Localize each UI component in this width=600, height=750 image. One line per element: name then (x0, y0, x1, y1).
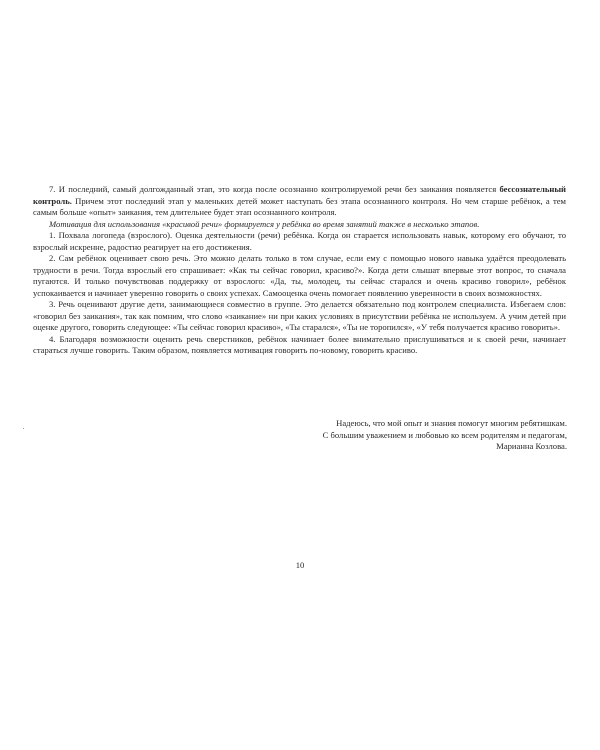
closing-line-1: Надеюсь, что мой опыт и знания помогут многим ребятишкам. (336, 418, 567, 428)
page-number: 10 (295, 560, 305, 570)
motivation-heading: Мотивация для использования «красивой речи» формируется у ребёнка во время занятий также в несколько этапов. (49, 218, 480, 229)
list-item-3: 3. Речь оценивают другие дети, занимающиеся совместно в группе. Это делается обязательно под контролем специалиста. Избегаем слов: «говорил без заикания», так как помним, что слово «заикание» ни при каких условиях в присутствии ребёнка не используем. А учим детей при оценке другого, говорить следующее: «Ты сейчас говорил красиво», «Ты старался», «Ты не торопился», «У тебя получается красиво говорить». (33, 299, 566, 332)
stage-7-text-start: 7. И последний, самый долгожданный этап, это когда после осознанно контролируемой речи без заикания появляется (49, 184, 500, 194)
list-item-2: 2. Сам ребёнок оценивает свою речь. Это можно делать только в том случае, если ему с помощью нового навыка удаётся преодолевать трудности в речи. Тогда взрослый его спрашивает: «Как ты сейчас говорил, красиво?». Когда дети слышат впервые этот вопрос, то сначала пугаются. И только почувствовав поддержку от взрослого: «Да, ты, молодец, ты сейчас старался и очень красиво говорил», ребёнок успокаивается и начинает уверенно говорить о своих успехах. Самооценка очень помогает появлению уверенности в своих возможностях. (33, 253, 566, 298)
closing-line-2: С большим уважением и любовью ко всем родителям и педагогам, (322, 429, 567, 440)
scan-speck (23, 428, 24, 429)
closing-block (147, 418, 567, 453)
list-item-4: 4. Благодаря возможности оценить речь сверстников, ребёнок начинает более внимательно прислушиваться и к своей речи, начинает стараться лучше говорить. Таким образом, появляется мотивация говорить по-новому, говорить красиво. (33, 333, 566, 355)
main-text (33, 184, 566, 357)
paragraph-stage-7 (33, 184, 566, 219)
signature: Марианна Козлова. (496, 441, 567, 451)
stage-7-bold-term: бессознательный контроль. (33, 184, 566, 206)
stage-7-text-end: Причем этот последний этап у маленьких детей может наступать без этапа осознанного контроля. Но чем старше ребёнок, а тем самым больше «опыт» заикания, тем длительнее будет этап осознанного контроля. (33, 195, 566, 217)
list-item-1: 1. Похвала логопеда (взрослого). Оценка деятельности (речи) ребёнка. Когда он старается использовать навык, которому его обучают, то взрослый искренне, радостно реагирует на его достижения. (33, 230, 566, 252)
